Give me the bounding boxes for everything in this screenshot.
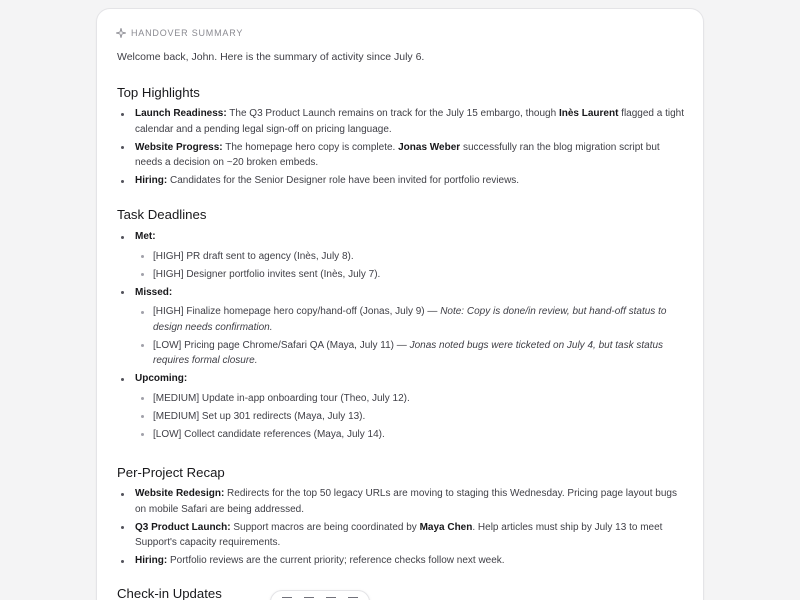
task-group-missed: Missed: [HIGH] Finalize homepage hero copy/hand-off (Jonas, July 9) — Note: Copy is done/in review, but hand-off status to design needs confirmation. [LOW] Pricing page Chrome/Safari QA (Maya, July 11) — Jonas noted bugs were ticketed on July 4, but task status requires formal closure. <box>117 285 687 369</box>
welcome-message: Welcome back, John. Here is the summary of activity since July 6. <box>117 51 425 63</box>
deadlines-list <box>117 229 687 445</box>
recap-list <box>117 486 687 571</box>
task-item: [LOW] Pricing page Chrome/Safari QA (Maya, July 11) — Jonas noted bugs were ticketed on July 4, but task status requires formal closure. <box>135 338 687 369</box>
section-title-checkin: Check-in Updates <box>117 586 222 600</box>
card-header <box>116 28 243 38</box>
card-header-label: HANDOVER SUMMARY <box>131 28 244 38</box>
list-item: Website Redesign: Redirects for the top 50 legacy URLs are moving to staging this Wednesday. Pricing page layout bugs on mobile Safari are being addressed. <box>117 486 687 517</box>
list-item: Hiring: Portfolio reviews are the current priority; reference checks follow next week. <box>117 553 687 569</box>
task-item: [HIGH] PR draft sent to agency (Inès, July 8). <box>135 249 687 265</box>
task-item: [HIGH] Designer portfolio invites sent (Inès, July 7). <box>135 267 687 283</box>
floating-toolbar[interactable] <box>270 590 370 600</box>
list-item: Hiring: Candidates for the Senior Designer role have been invited for portfolio reviews. <box>117 173 687 189</box>
task-item: [LOW] Collect candidate references (Maya, July 14). <box>135 427 687 443</box>
task-item: [MEDIUM] Update in-app onboarding tour (Theo, July 12). <box>135 391 687 407</box>
met-tasks <box>135 249 687 283</box>
task-group-upcoming: Upcoming: [MEDIUM] Update in-app onboarding tour (Theo, July 12). [MEDIUM] Set up 301 redirects (Maya, July 13). [LOW] Collect candidate references (Maya, July 14). <box>117 371 687 442</box>
task-group-met: Met: [HIGH] PR draft sent to agency (Inès, July 8). [HIGH] Designer portfolio invites sent (Inès, July 7). <box>117 229 687 282</box>
list-item: Website Progress: The homepage hero copy is complete. Jonas Weber successfully ran the blog migration script but needs a decision on ~20 broken embeds. <box>117 140 687 171</box>
handover-summary-card <box>96 8 704 600</box>
highlights-list <box>117 106 687 191</box>
task-item: [MEDIUM] Set up 301 redirects (Maya, July 13). <box>135 409 687 425</box>
section-title-highlights: Top Highlights <box>117 85 200 100</box>
upcoming-tasks <box>135 391 687 443</box>
section-title-deadlines: Task Deadlines <box>117 207 207 222</box>
section-title-recap: Per-Project Recap <box>117 465 225 480</box>
list-item: Launch Readiness: The Q3 Product Launch remains on track for the July 15 embargo, though Inès Laurent flagged a tight calendar and a pending legal sign-off on pricing language. <box>117 106 687 137</box>
missed-tasks <box>135 304 687 369</box>
task-item: [HIGH] Finalize homepage hero copy/hand-off (Jonas, July 9) — Note: Copy is done/in review, but hand-off status to design needs confirmation. <box>135 304 687 335</box>
sparkle-icon <box>116 28 126 38</box>
list-item: Q3 Product Launch: Support macros are being coordinated by Maya Chen. Help articles must ship by July 13 to meet Support's capacity requirements. <box>117 520 687 551</box>
